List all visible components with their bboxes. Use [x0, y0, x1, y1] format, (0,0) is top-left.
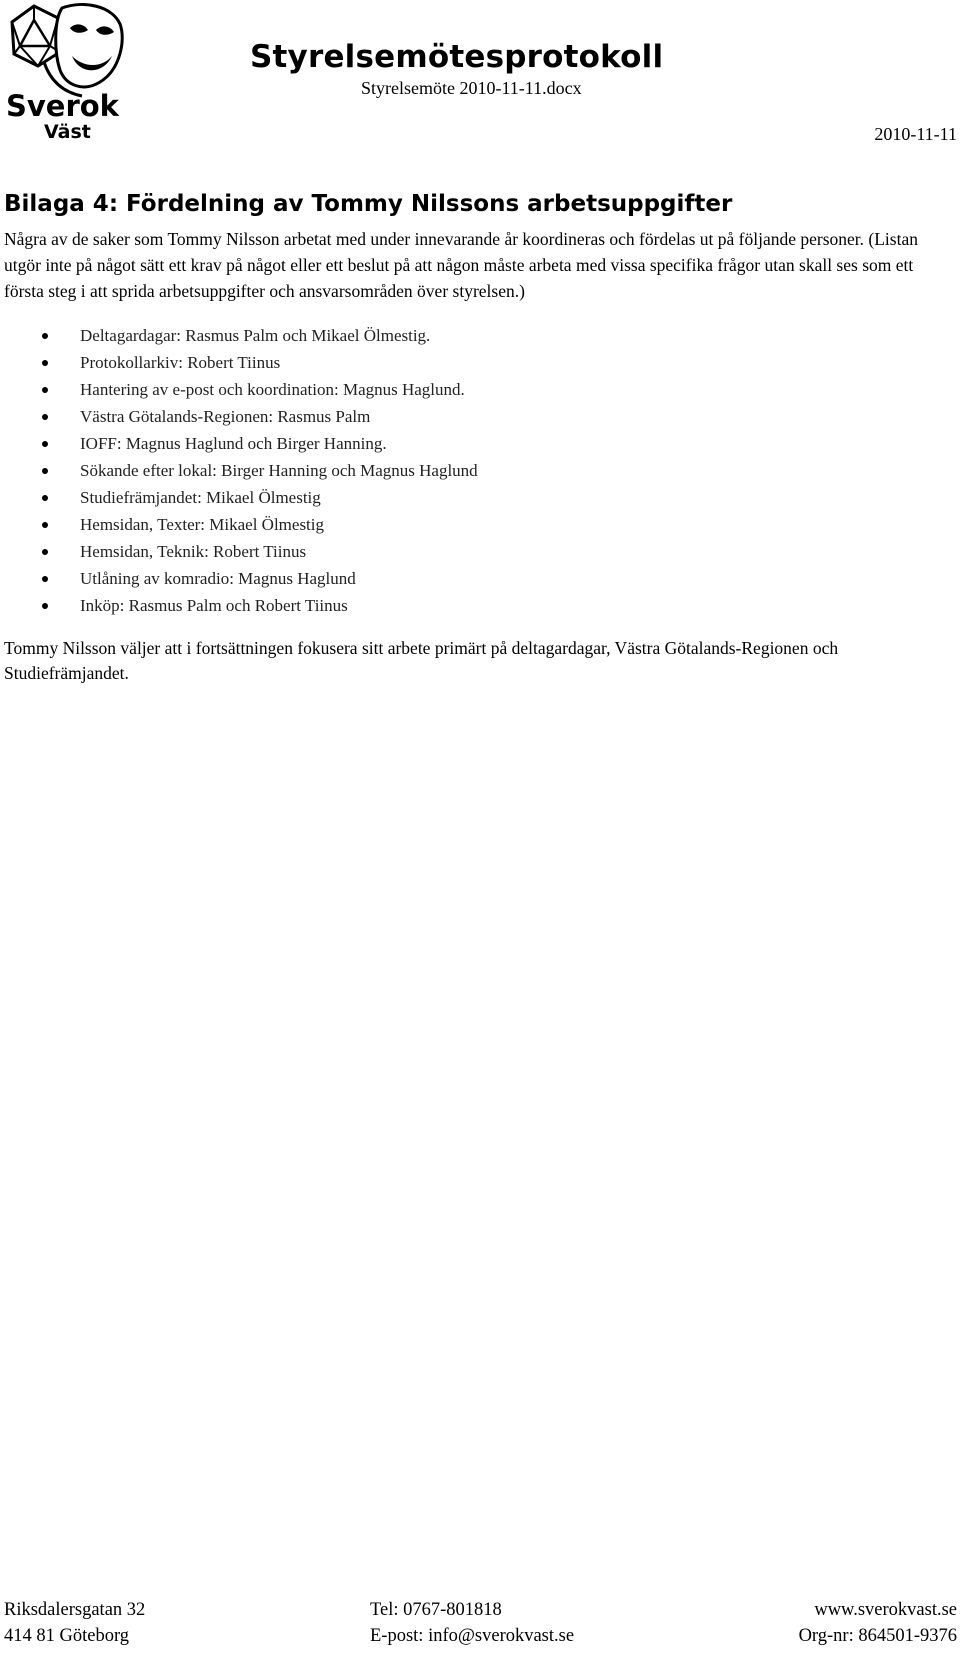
list-item-text: Hantering av e-post och koordination: Magnus Haglund.	[80, 380, 465, 399]
list-item-text: Deltagardagar: Rasmus Palm och Mikael Ölmestig.	[80, 326, 431, 345]
bullet-icon	[42, 387, 48, 393]
sverok-logo	[4, 0, 134, 140]
footer-address-street: Riksdalersgatan 32	[4, 1600, 146, 1620]
list-item	[0, 592, 478, 619]
list-item	[0, 376, 478, 403]
list-item	[0, 349, 478, 376]
footer-org-nr: Org-nr: 864501-9376	[798, 1626, 957, 1646]
bullet-icon	[42, 522, 48, 528]
list-item-text: Sökande efter lokal: Birger Hanning och Magnus Haglund	[80, 461, 478, 480]
bullet-icon	[42, 333, 48, 339]
bullet-icon	[42, 576, 48, 582]
document-filename: Styrelsemöte 2010-11-11.docx	[361, 78, 582, 98]
list-item	[0, 322, 478, 349]
document-title: Styrelsemötesprotokoll	[250, 39, 664, 75]
footer-email: E-post: info@sverokvast.se	[370, 1626, 575, 1646]
list-item-text: Västra Götalands-Regionen: Rasmus Palm	[80, 407, 371, 426]
intro-paragraph: Några av de saker som Tommy Nilsson arbetat med under innevarande år koordineras och fördelas ut på följande personer. (Listan utgör inte på något sätt ett krav på något eller ett beslut på att någon måste arbeta med vissa specifika frågor utan skall ses som ett första steg i att sprida arbetsuppgifter och ansvarsområden över styrelsen.)	[4, 229, 918, 301]
list-item	[0, 457, 478, 484]
theatre-mask-die-icon	[4, 0, 134, 100]
svg-text:Väst: Väst	[44, 121, 91, 142]
section-heading: Bilaga 4: Fördelning av Tommy Nilssons arbetsuppgifter	[4, 191, 733, 217]
list-item	[0, 538, 478, 565]
footer-phone: Tel: 0767-801818	[370, 1600, 502, 1620]
svg-text:Sverok: Sverok	[6, 92, 119, 123]
closing-paragraph: Tommy Nilsson väljer att i fortsättningen fokusera sitt arbete primärt på deltagardagar, Västra Götalands-Regionen och Studiefrämjandet.	[4, 638, 839, 683]
list-item-text: Utlåning av komradio: Magnus Haglund	[80, 569, 356, 588]
bullet-icon	[42, 468, 48, 474]
list-item-text: Hemsidan, Teknik: Robert Tiinus	[80, 542, 307, 561]
bullet-icon	[42, 441, 48, 447]
list-item	[0, 511, 478, 538]
bullet-icon	[42, 603, 48, 609]
task-list	[0, 322, 478, 619]
list-item-text: Protokollarkiv: Robert Tiinus	[80, 353, 281, 372]
footer-website: www.sverokvast.se	[814, 1600, 957, 1620]
page-footer	[4, 1597, 957, 1649]
sverok-wordmark	[6, 92, 132, 142]
bullet-icon	[42, 360, 48, 366]
document-date: 2010-11-11	[874, 124, 957, 144]
list-item	[0, 565, 478, 592]
list-item	[0, 403, 478, 430]
list-item-text: Studiefrämjandet: Mikael Ölmestig	[80, 488, 321, 507]
footer-address-city: 414 81 Göteborg	[4, 1626, 130, 1646]
list-item-text: IOFF: Magnus Haglund och Birger Hanning.	[80, 434, 387, 453]
list-item-text: Inköp: Rasmus Palm och Robert Tiinus	[80, 596, 348, 615]
list-item-text: Hemsidan, Texter: Mikael Ölmestig	[80, 515, 325, 534]
bullet-icon	[42, 495, 48, 501]
list-item	[0, 484, 478, 511]
list-item	[0, 430, 478, 457]
bullet-icon	[42, 414, 48, 420]
bullet-icon	[42, 549, 48, 555]
